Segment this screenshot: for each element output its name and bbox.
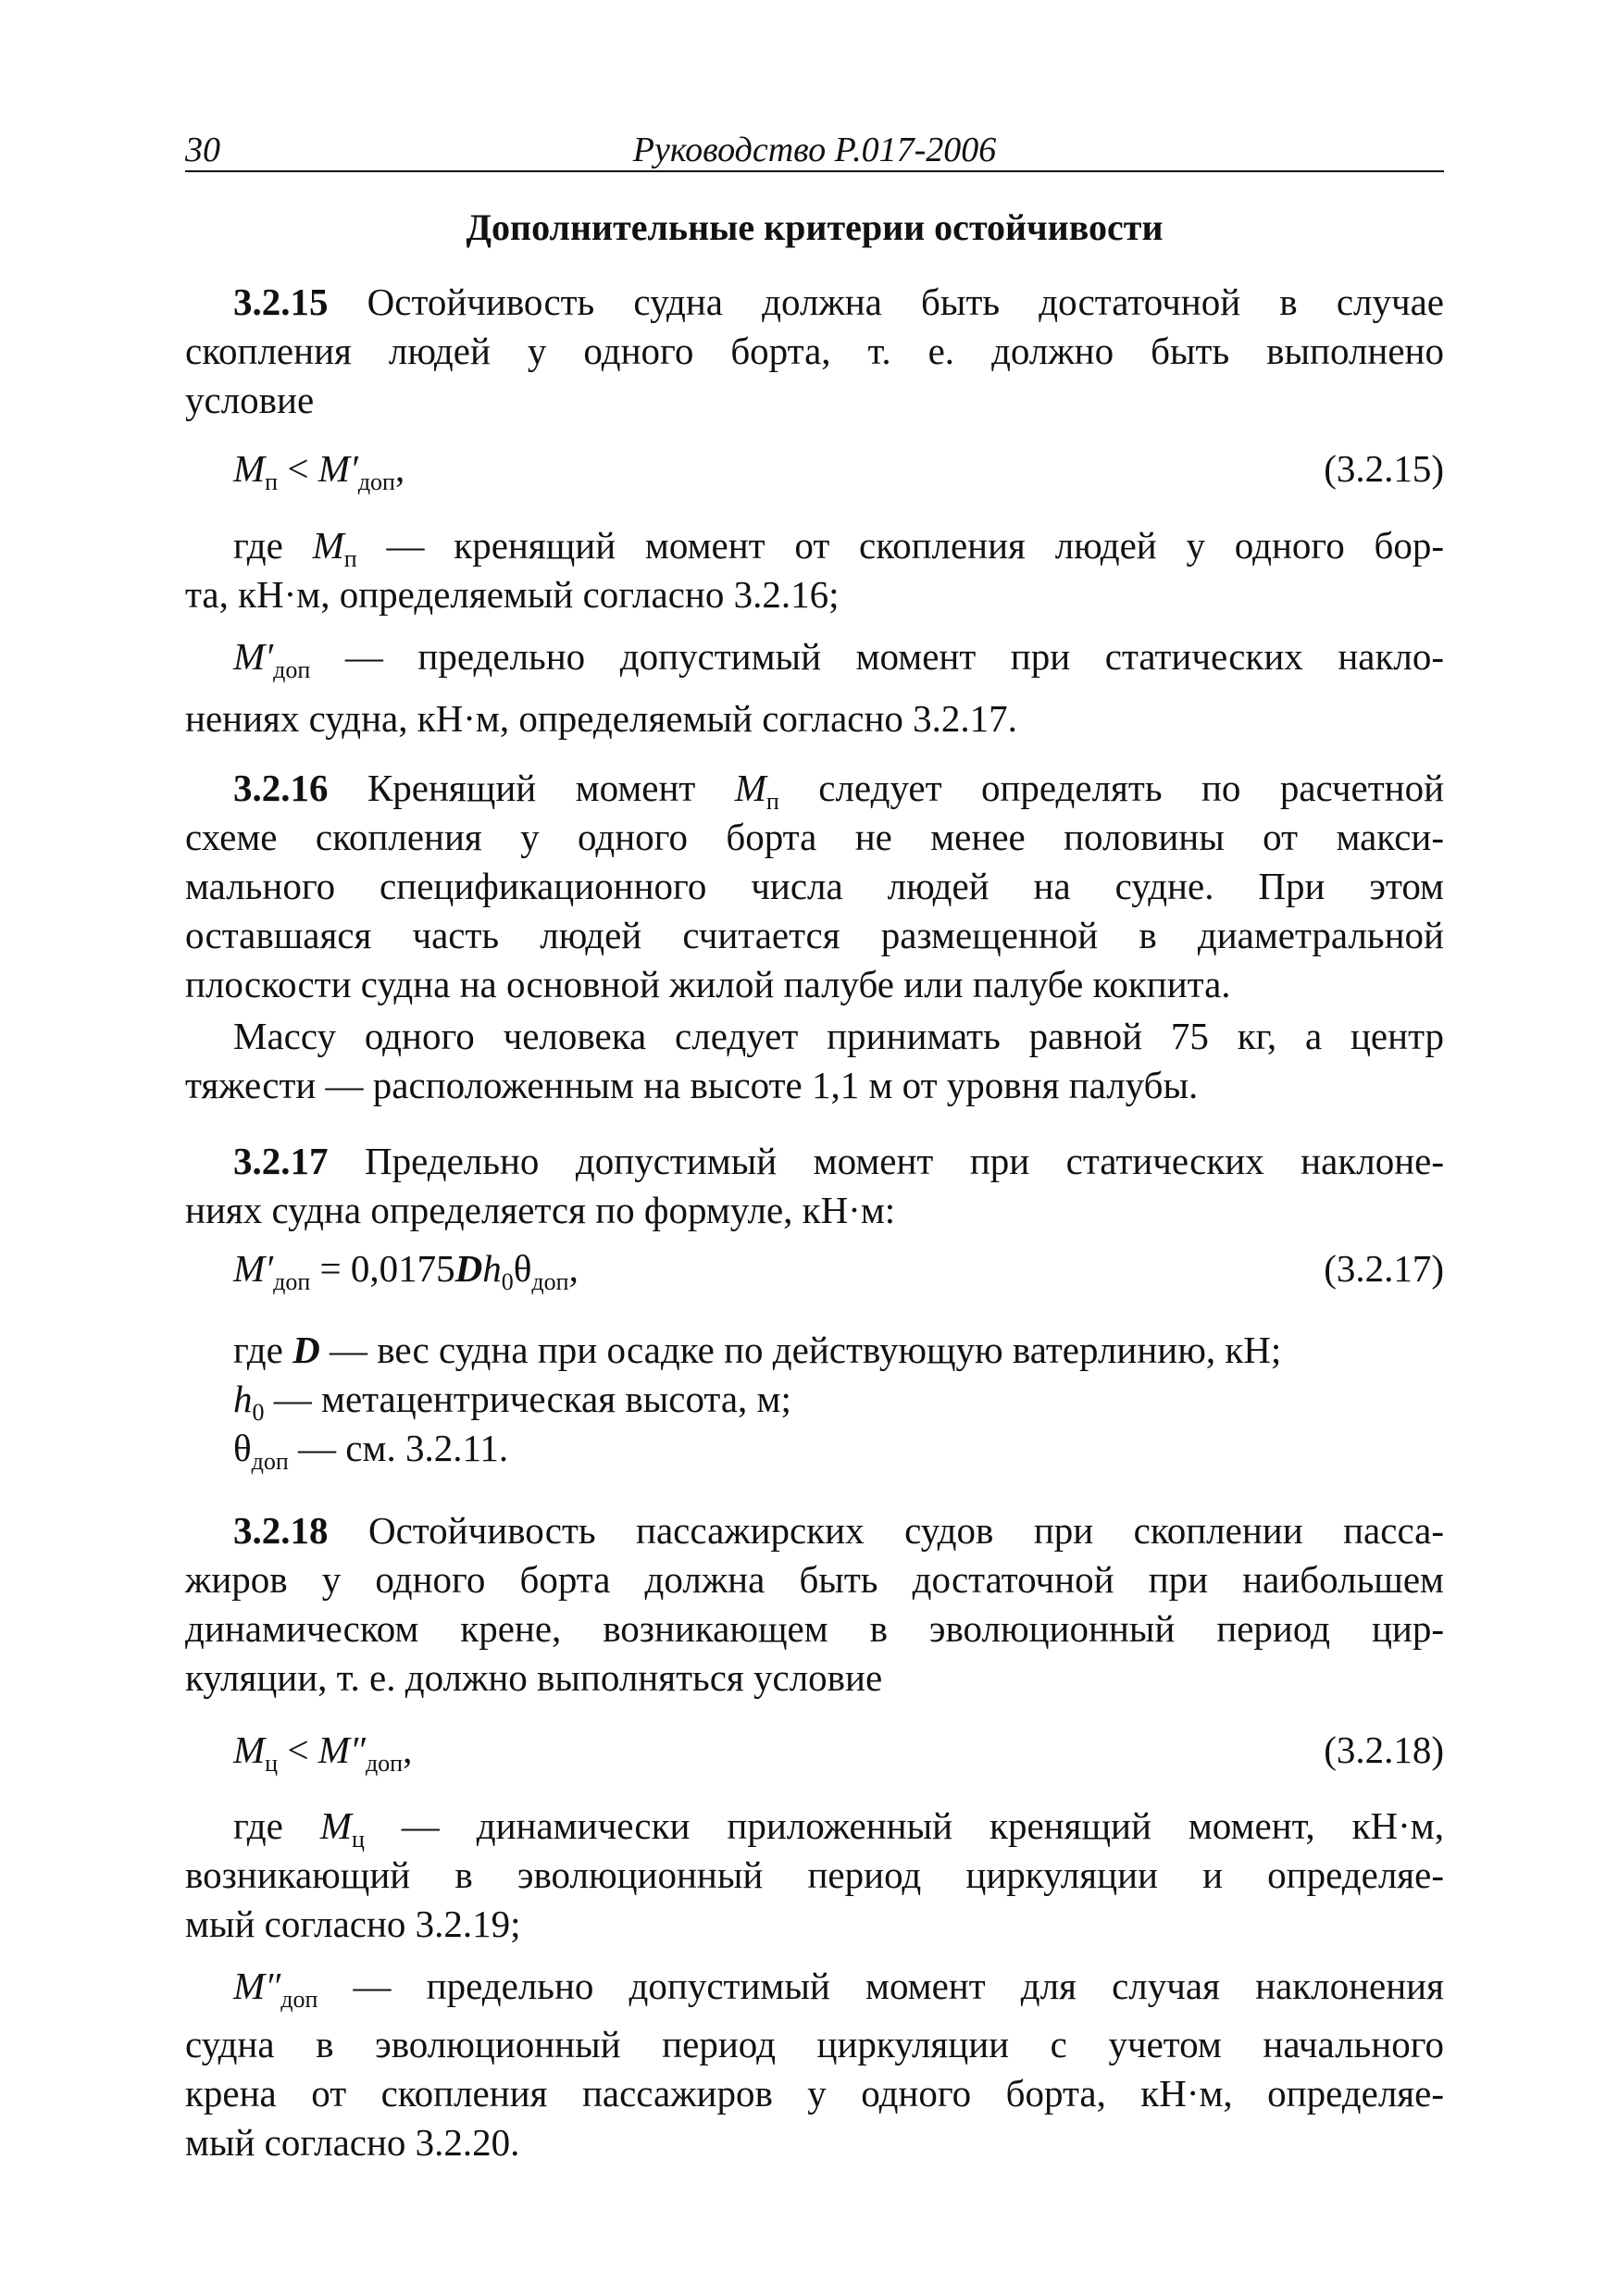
formula-expression (233, 1722, 412, 1778)
math-operator: < (278, 1728, 318, 1771)
text-line: оставшаяся часть людей считается размещенной в диаметральной (185, 914, 1444, 956)
text-span: Остойчивость пассажирских судов при скоплении пасса- (367, 1509, 1444, 1552)
text-line: куляции, т. е. должно выполняться условие (185, 1656, 883, 1699)
math-symbol: h (482, 1247, 502, 1290)
text-line: плоскости судна на основной жилой палубе или палубе кокпита. (185, 963, 1231, 1005)
clause-number: 3.2.16 (233, 767, 329, 809)
paragraph-3-2-15 (185, 278, 1444, 425)
math-symbol: M′ (233, 635, 274, 678)
math-operator: < (278, 447, 318, 490)
text-line: мый согласно 3.2.19; (185, 1903, 521, 1945)
text-line: динамическом крене, возникающем в эволюционный период цир- (185, 1607, 1444, 1650)
where-3-2-17 (185, 1326, 1444, 1473)
math-subscript: доп (357, 468, 395, 495)
math-symbol: M (233, 447, 266, 490)
paragraph-3-2-17 (185, 1137, 1444, 1235)
where-3-2-15 (185, 521, 1444, 619)
text-line (185, 628, 1444, 685)
paragraph-3-2-18 (185, 1506, 1444, 1703)
math-subscript: п (343, 545, 357, 572)
math-subscript: п (265, 468, 279, 495)
text-line (185, 764, 1444, 813)
math-symbol: D (454, 1247, 483, 1290)
math-punct: , (394, 447, 405, 490)
text-line (185, 1137, 1444, 1186)
running-header (185, 128, 1444, 172)
text-line: мый согласно 3.2.20. (185, 2121, 520, 2164)
formula-number: (3.2.18) (1324, 1728, 1444, 1771)
text-line: нениях судна, кН·м, определяемый согласно 3.2.17. (185, 697, 1017, 740)
math-subscript: доп (280, 1986, 318, 2013)
text-line: схеме скопления у одного борта не менее половины от макси- (185, 816, 1444, 858)
formula-expression (233, 1241, 579, 1296)
math-subscript: ц (351, 1826, 365, 1853)
text-span: где (233, 1804, 320, 1847)
math-subscript: ц (265, 1750, 279, 1777)
where-3-2-18 (185, 1802, 1444, 1949)
clause-number: 3.2.17 (233, 1140, 329, 1182)
page-number: 30 (185, 131, 220, 169)
text-span: — кренящий момент от скопления людей у одного бор- (356, 524, 1444, 567)
where-3-2-15-cont (185, 628, 1444, 743)
text-span: где (233, 524, 313, 567)
text-line: скопления людей у одного борта, т. е. должно быть выполнено (185, 330, 1444, 372)
text-line (185, 1326, 1444, 1375)
where-3-2-18-cont (185, 1957, 1444, 2167)
text-line: Массу одного человека следует принимать равной 75 кг, а центр (233, 1015, 1444, 1057)
clause-number: 3.2.18 (233, 1509, 329, 1552)
text-line: мального спецификационного числа людей на судне. При этом (185, 865, 1444, 907)
math-symbol: M″ (317, 1728, 366, 1771)
text-line: жиров у одного борта должна быть достаточной при наибольшем (185, 1558, 1444, 1601)
math-punct: , (568, 1247, 579, 1290)
math-operator: = 0,0175 (310, 1247, 455, 1290)
math-subscript: 0 (501, 1268, 514, 1295)
formula-3-2-17 (185, 1241, 1444, 1296)
text-span: Кренящий момент (367, 767, 735, 809)
text-line: ниях судна определяется по формуле, кН·м: (185, 1189, 896, 1231)
text-line: тяжести — расположенным на высоте 1,1 м от уровня палубы. (185, 1064, 1199, 1106)
text-line (185, 1375, 1444, 1424)
text-line: судна в эволюционный период циркуляции с учетом начального (185, 2023, 1444, 2065)
math-subscript: доп (273, 1268, 311, 1295)
math-symbol: h (233, 1378, 253, 1420)
math-symbol: θ (233, 1427, 252, 1469)
formula-3-2-15 (185, 441, 1444, 496)
text-span: — см. 3.2.11. (288, 1427, 509, 1469)
math-symbol: M′ (233, 1247, 274, 1290)
text-span: следует определять по расчетной (778, 767, 1445, 809)
text-span: Остойчивость судна должна быть достаточной в случае (367, 281, 1444, 323)
formula-number: (3.2.17) (1324, 1247, 1444, 1290)
text-line (185, 278, 1444, 327)
formula-number: (3.2.15) (1324, 447, 1444, 490)
text-line: условие (185, 379, 315, 421)
text-span: — предельно допустимый момент при статических накло- (310, 635, 1444, 678)
math-punct: , (403, 1728, 413, 1771)
math-symbol: D (292, 1329, 320, 1371)
text-line: та, кН·м, определяемый согласно 3.2.16; (185, 573, 840, 616)
text-line (185, 1802, 1444, 1851)
math-symbol: θ (513, 1247, 532, 1290)
formula-3-2-18 (185, 1722, 1444, 1778)
math-symbol: M (319, 1804, 352, 1847)
math-symbol: M (312, 524, 344, 567)
running-title: Руководство Р.017-2006 (632, 131, 997, 169)
text-line: крена от скопления пассажиров у одного борта, кН·м, определяе- (185, 2072, 1444, 2115)
text-span: Предельно допустимый момент при статических наклоне- (364, 1140, 1444, 1182)
math-subscript: доп (531, 1268, 569, 1295)
text-line (185, 1957, 1444, 2015)
paragraph-3-2-16 (185, 764, 1444, 1110)
math-symbol: M (233, 1728, 266, 1771)
text-span: — вес судна при осадке по действующую ватерлинию, кН; (319, 1329, 1282, 1371)
math-subscript: доп (365, 1750, 404, 1777)
text-span: — динамически приложенный кренящий момент, кН·м, (364, 1804, 1444, 1847)
math-subscript: доп (273, 656, 311, 683)
formula-expression (233, 441, 404, 496)
text-line: возникающий в эволюционный период циркуляции и определяе- (185, 1853, 1444, 1896)
clause-number: 3.2.15 (233, 281, 329, 323)
math-subscript: 0 (252, 1399, 265, 1426)
text-span: — предельно допустимый момент для случая наклонения (317, 1965, 1444, 2007)
math-subscript: доп (251, 1448, 289, 1475)
text-line (185, 1506, 1444, 1555)
math-symbol: M (734, 767, 766, 809)
text-span: — метацентрическая высота, м; (264, 1378, 791, 1420)
text-span: где (233, 1329, 293, 1371)
math-symbol: M″ (233, 1965, 281, 2007)
text-line (185, 1424, 1444, 1473)
section-title: Дополнительные критерии остойчивости (466, 206, 1164, 248)
math-symbol: M′ (317, 447, 358, 490)
math-subscript: п (765, 788, 779, 815)
text-line (185, 521, 1444, 570)
